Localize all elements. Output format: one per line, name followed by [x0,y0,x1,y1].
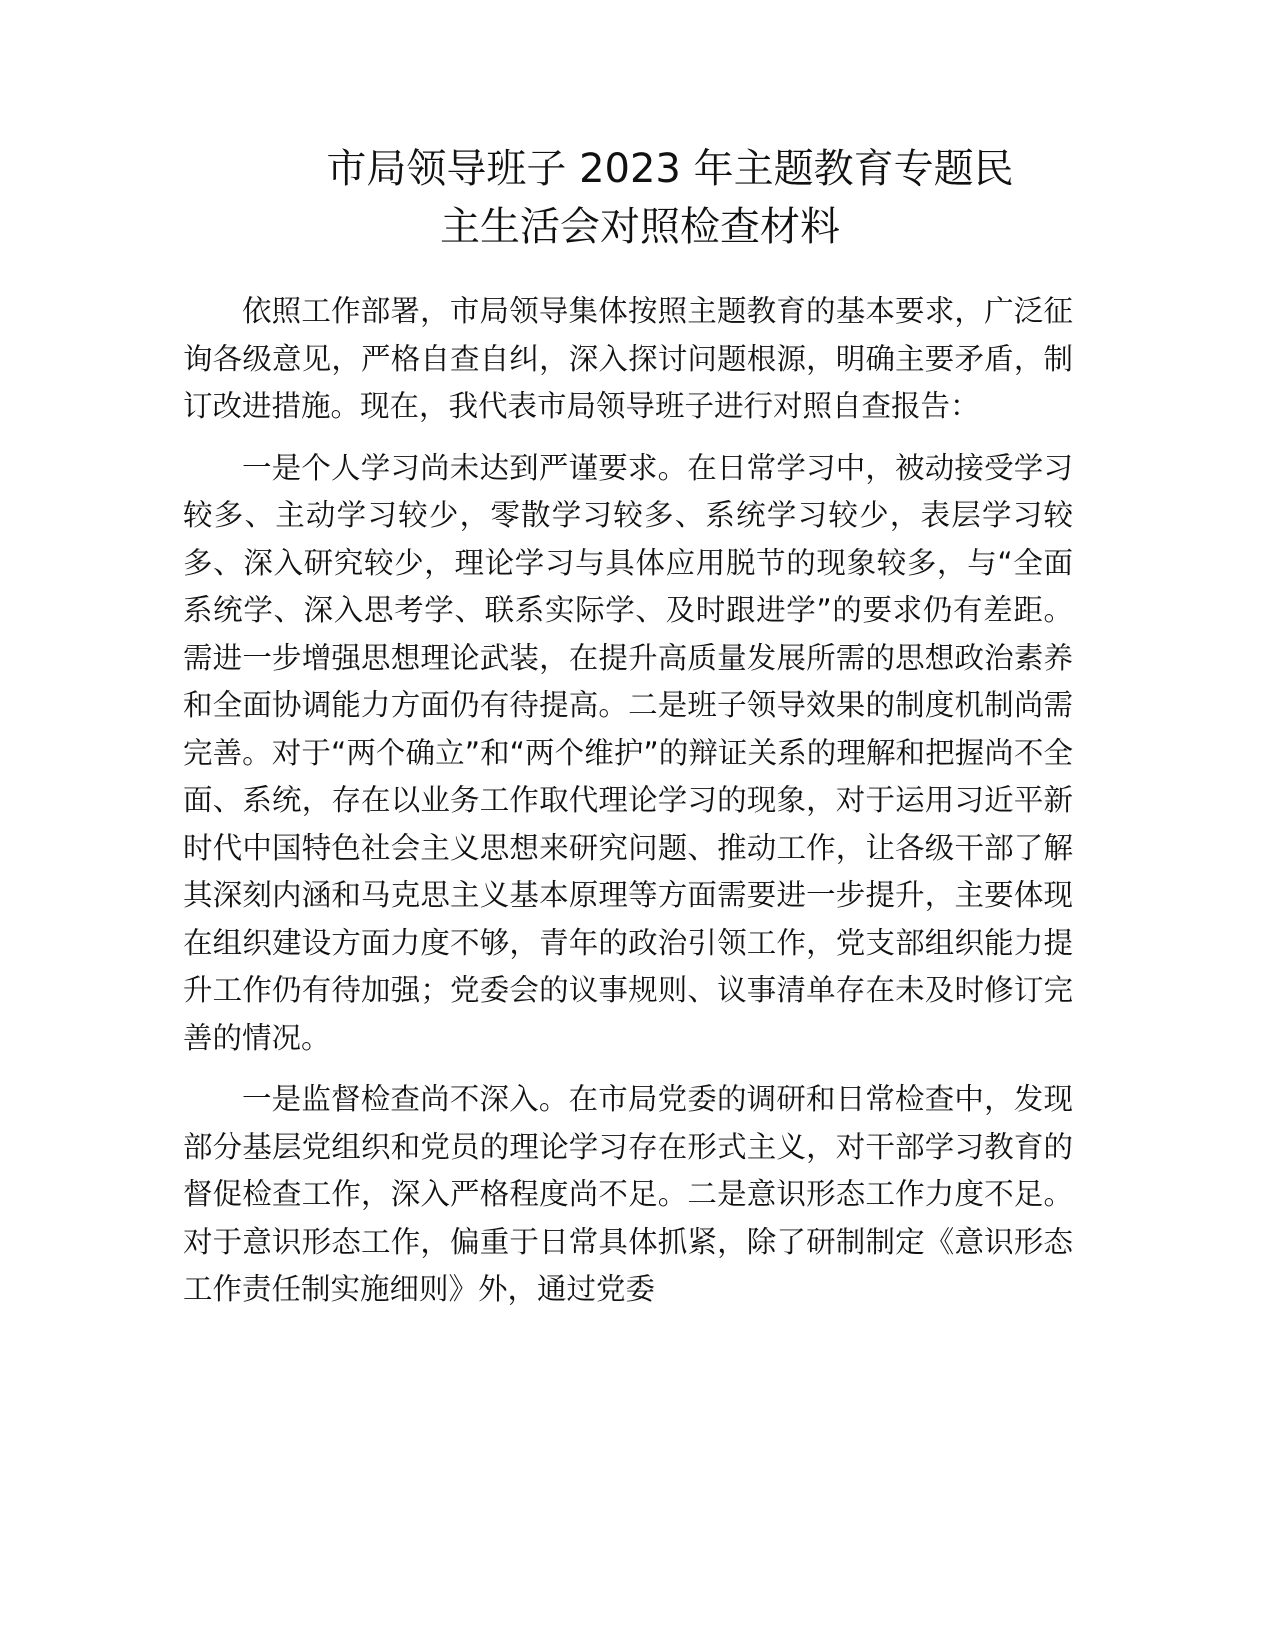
title-line-1: 市局领导班子 2023 年主题教育专题民 [326,146,1014,192]
title-line-2: 主生活会对照检查材料 [440,204,840,250]
paragraph-intro: 依照工作部署，市局领导集体按照主题教育的基本要求，广泛征询各级意见，严格自查自纠，深入探讨问题根源，明确主要矛盾，制订改进措施。现在，我代表市局领导班子进行对照自查报告： [183,294,1073,423]
document-title [180,140,1100,256]
paragraph-study-issues: 一是个人学习尚未达到严谨要求。在日常学习中，被动接受学习较多、主动学习较少，零散学习较多、系统学习较少，表层学习较多、深入研究较少，理论学习与具体应用脱节的现象较多，与“全面系统学、深入思考学、联系实际学、及时跟进学”的要求仍有差距。需进一步增强思想理论武装，在提升高质量发展所需的思想政治素养和全面协调能力方面仍有待提高。二是班子领导效果的制度机制尚需完善。对于“两个确立”和“两个维护”的辩证关系的理解和把握尚不全面、系统，存在以业务工作取代理论学习的现象，对于运用习近平新时代中国特色社会主义思想来研究问题、推动工作，让各级干部了解其深刻内涵和马克思主义基本原理等方面需要进一步提升，主要体现在组织建设方面力度不够，青年的政治引领工作，党支部组织能力提升工作仍有待加强；党委会的议事规则、议事清单存在未及时修订完善的情况。 [183,450,1073,1055]
document-body [183,288,1073,1314]
paragraph-supervision-issues: 一是监督检查尚不深入。在市局党委的调研和日常检查中，发现部分基层党组织和党员的理论学习存在形式主义，对干部学习教育的督促检查工作，深入严格程度尚不足。二是意识形态工作力度不足。对于意识形态工作，偏重于日常具体抓紧，除了研制制定《意识形态工作责任制实施细则》外，通过党委 [183,1082,1073,1306]
